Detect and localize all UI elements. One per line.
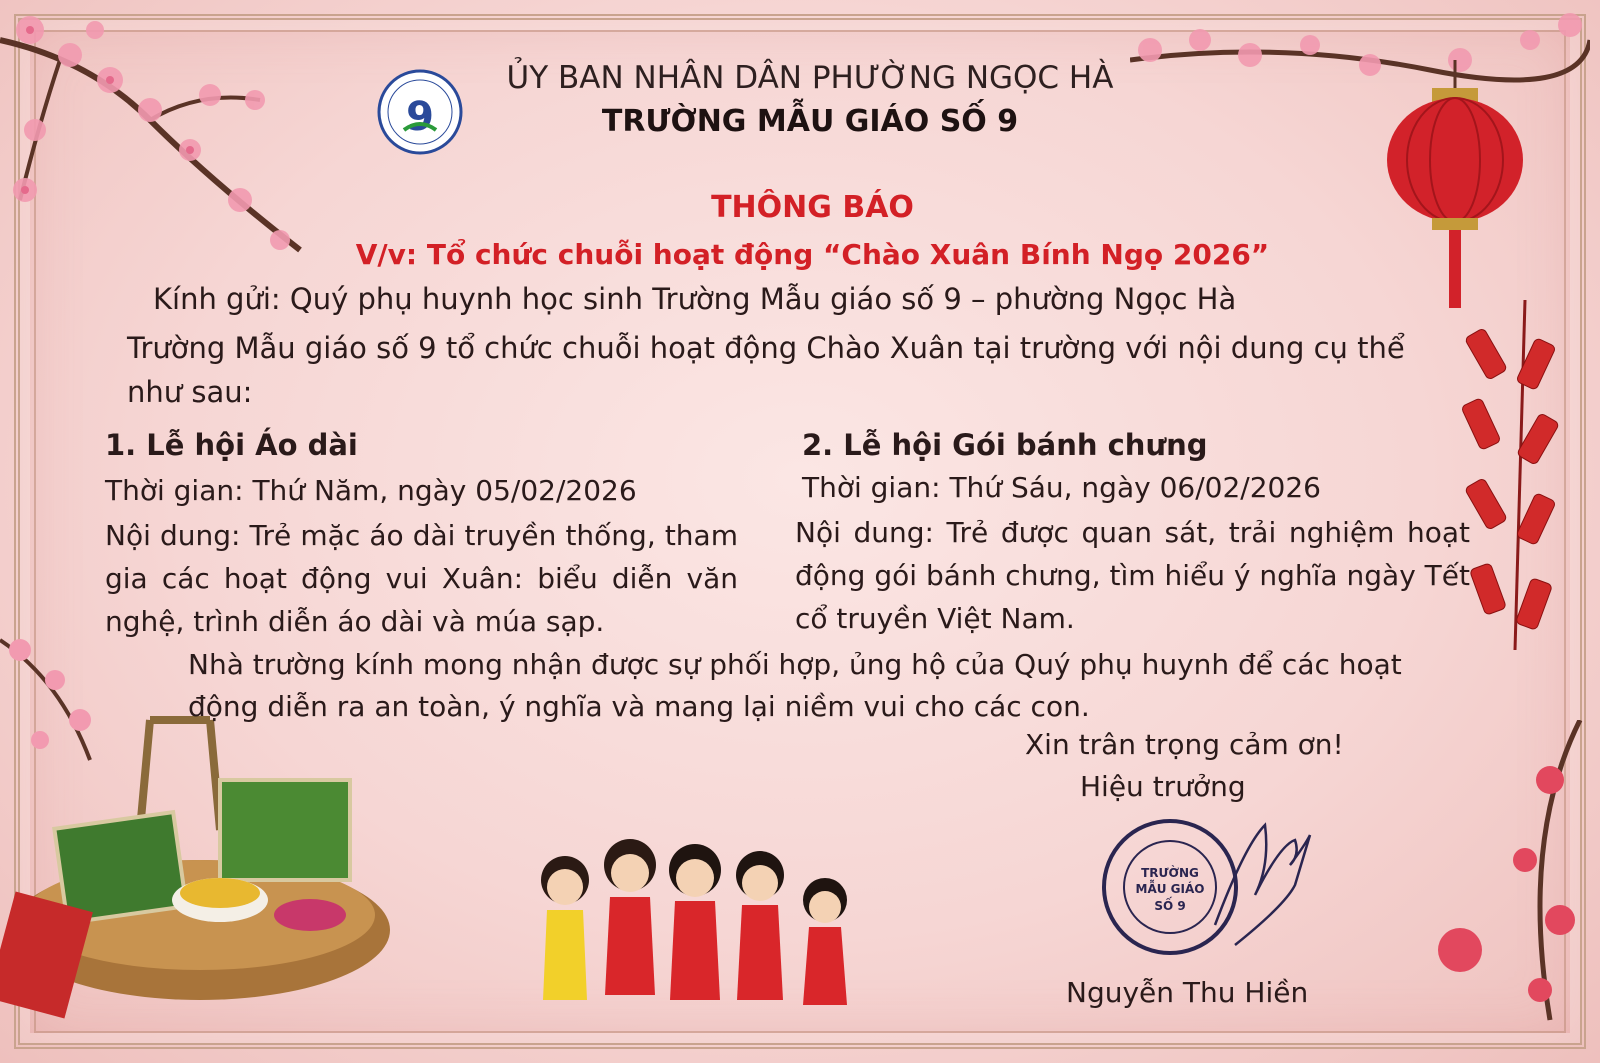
cherry-blossom-bottom-right-icon (1400, 720, 1590, 1030)
cherry-blossom-branch-icon (0, 0, 360, 330)
salutation: Kính gửi: Quý phụ huynh học sinh Trường Mẫu giáo số 9 – phường Ngọc Hà (153, 282, 1237, 316)
section-2-content: Nội dung: Trẻ được quan sát, trải nghiệm hoạt động gói bánh chưng, tìm hiểu ý nghĩa ngày Tết cổ truyền Việt Nam. (795, 516, 1470, 635)
handwritten-signature-icon (1215, 825, 1310, 945)
notice-title: THÔNG BÁO (711, 190, 914, 225)
svg-text:TRƯỜNG: TRƯỜNG (1141, 866, 1199, 880)
notice-subject: V/v: Tổ chức chuỗi hoạt động “Chào Xuân Bính Ngọ 2026” (355, 238, 1270, 271)
signer-role: Hiệu trưởng (1080, 770, 1246, 803)
school-name: TRƯỜNG MẪU GIÁO SỐ 9 (601, 104, 1019, 139)
official-stamp-icon (1095, 805, 1325, 970)
section-1-time: Thời gian: Thứ Năm, ngày 05/02/2026 (105, 474, 637, 507)
section-2-time: Thời gian: Thứ Sáu, ngày 06/02/2026 (802, 471, 1321, 504)
authority-name: ỦY BAN NHÂN DÂN PHƯỜNG NGỌC HÀ (506, 60, 1114, 96)
svg-text:MẪU GIÁO: MẪU GIÁO (1135, 882, 1205, 896)
closing-paragraph: Nhà trường kính mong nhận được sự phối hợp, ủng hộ của Quý phụ huynh để các hoạt động diễn ra an toàn, ý nghĩa và mang lại niềm vui cho các con. (188, 648, 1402, 723)
firecrackers-icon (1455, 300, 1565, 660)
svg-text:SỐ 9: SỐ 9 (1154, 899, 1186, 913)
section-1-title: 1. Lễ hội Áo dài (105, 428, 358, 462)
intro-paragraph: Trường Mẫu giáo số 9 tổ chức chuỗi hoạt động Chào Xuân tại trường với nội dung cụ thể như sau: (127, 331, 1405, 409)
section-1-content: Nội dung: Trẻ mặc áo dài truyền thống, tham gia các hoạt động vui Xuân: biểu diễn văn nghệ, trình diễn áo dài và múa sạp. (105, 519, 738, 638)
signer-name: Nguyễn Thu Hiền (1066, 976, 1309, 1009)
thanks-line: Xin trân trọng cảm ơn! (1025, 728, 1344, 761)
children-in-ao-dai-icon (525, 835, 875, 1035)
section-2-title: 2. Lễ hội Gói bánh chưng (802, 428, 1208, 462)
cherry-blossom-left-icon (0, 620, 140, 780)
svg-text:9: 9 (406, 94, 434, 140)
